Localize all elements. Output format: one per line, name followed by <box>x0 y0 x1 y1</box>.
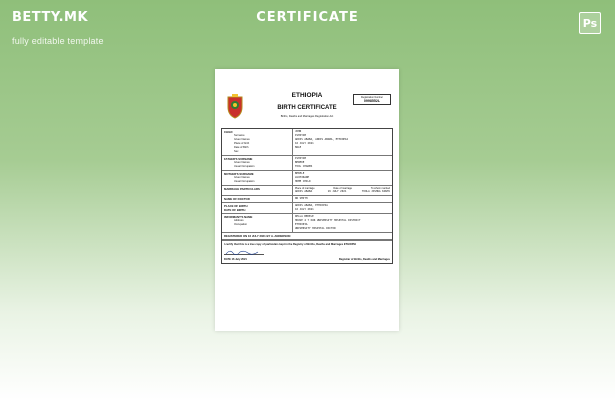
child-value: ADDIS ABABA, ADDIS ABABA, ETHIOPIA <box>295 138 349 141</box>
declaration-text: I certify that this is a true copy of particulars kept in the Registry of Births, Deaths and Marriages ETHIOPIA <box>224 243 357 246</box>
marriage-value: 16 JULY 2021 <box>327 190 347 193</box>
father-value: TOOL CHARER <box>295 165 313 168</box>
child-value: MALE <box>295 146 302 149</box>
birth-place-row <box>222 203 392 214</box>
mother-value: BEKELE <box>295 172 305 175</box>
child-value: ISHIYAM <box>295 134 306 137</box>
father-section-label: FATHER'S SURNAME <box>224 157 253 161</box>
marriage-row <box>222 186 392 196</box>
photoshop-icon: Ps <box>579 12 601 34</box>
certificate-document <box>215 69 399 331</box>
informant-section-label: INFORMANT'S NAME <box>224 215 253 219</box>
signature <box>224 249 264 255</box>
mother-label: Given Names <box>234 176 250 179</box>
child-label: Given Names <box>234 138 250 141</box>
place-of-birth-label: PLACE OF BIRTH <box>224 204 248 208</box>
certificate-footer <box>222 240 392 263</box>
child-label: Surname <box>234 134 245 137</box>
marriage-header: To whom married <box>370 187 390 190</box>
mother-value: LUCHIRANE <box>295 176 310 179</box>
signature-icon <box>224 249 264 255</box>
registered-row <box>222 233 392 240</box>
mother-label: Usual Occupation <box>234 180 255 183</box>
mother-value: HOME CHILD <box>295 180 311 183</box>
marriage-value: TOOLA JOSHUA KANTU <box>361 190 390 193</box>
marriage-value: ADDIS ABABA <box>295 190 313 193</box>
certificate-header <box>221 75 393 125</box>
place-of-birth-value: ADDIS ABABA, ETHIOPIA <box>295 204 328 207</box>
informant-row <box>222 214 392 233</box>
doctor-row <box>222 196 392 203</box>
child-label: Date of Birth <box>234 146 249 149</box>
certificate-table <box>221 128 393 264</box>
father-value: BEREKE <box>295 161 305 164</box>
mother-row <box>222 171 392 186</box>
child-value: 16 JULY 2021 <box>295 142 314 145</box>
child-section-label: CHILD <box>224 130 233 134</box>
date-of-birth-label: DATE OF BIRTH <box>224 208 246 212</box>
country-name: ETHIOPIA <box>291 92 323 99</box>
marriage-header: Date of marriage <box>333 187 353 190</box>
informant-value: ETHIOPIA <box>295 223 308 226</box>
doctor-label: NAME OF DOCTOR <box>224 197 250 201</box>
marriage-header: Place of marriage <box>295 187 315 190</box>
registration-number: 0998552L <box>363 99 381 103</box>
informant-value: UNIVERSITY HOSPITAL DOCTOR <box>295 227 336 230</box>
child-label: Place of birth <box>234 142 250 145</box>
registration-label: Registration Number <box>361 96 383 99</box>
informant-value: DELLA BEKELE <box>295 215 314 218</box>
registration-box <box>353 94 391 105</box>
informant-label: Address <box>234 219 244 222</box>
child-row <box>222 129 392 156</box>
father-label: Usual Occupation <box>234 165 255 168</box>
brand-logo: BETTY.MK <box>12 10 89 25</box>
father-row <box>222 156 392 171</box>
act-text: Births, Deaths and Marriages Registration Act <box>280 115 334 118</box>
registered-text: REGISTERED ON 16 JULY 2021 BY A. ANDERSON <box>224 234 291 238</box>
certificate-title: BIRTH CERTIFICATE <box>277 105 337 111</box>
marriage-section-label: MARRIAGE PARTICULARS <box>224 187 260 191</box>
child-value: JOHN <box>295 130 302 133</box>
brand-tagline: fully editable template <box>12 36 104 46</box>
page-title: CERTIFICATE <box>256 10 359 25</box>
father-label: Given Names <box>234 161 250 164</box>
mother-section-label: MOTHER'S SURNAME <box>224 172 254 176</box>
father-value: ISHIYAM <box>295 157 306 160</box>
date-of-birth-value: 16 JULY 2021 <box>295 208 314 211</box>
informant-label: Occupation <box>234 223 248 226</box>
doctor-value: DR SMITH <box>295 197 308 200</box>
informant-value: HOUSE 4 7 OUR UNIVERSITY HOSPITAL DISTRICT <box>295 219 361 222</box>
child-label: Sex <box>234 150 239 153</box>
date-line: DATE 16 July 2021 <box>224 258 247 261</box>
registrar-text: Registrar of Births, Deaths and Marriages <box>338 258 390 261</box>
